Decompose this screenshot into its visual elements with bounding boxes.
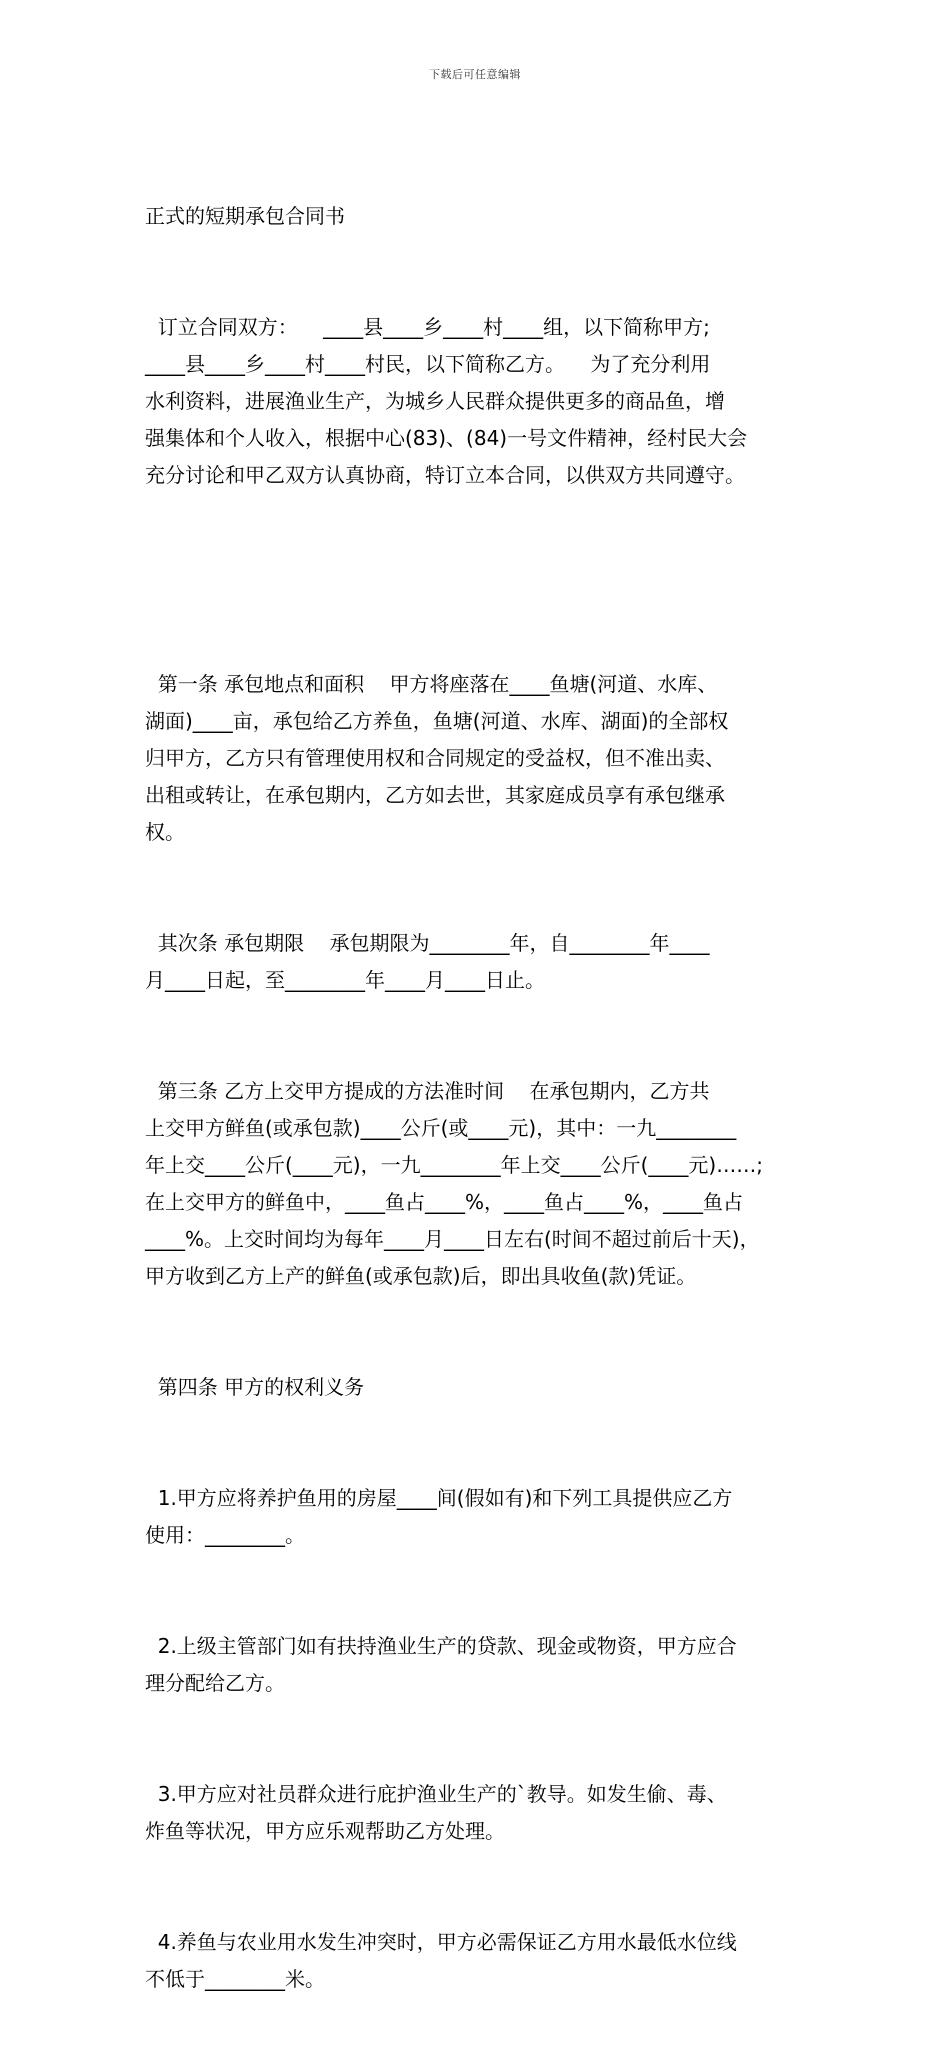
page-header: 下载后可任意编辑 bbox=[429, 68, 521, 81]
paragraph-gap bbox=[145, 568, 810, 592]
paragraph-article-4-item-1: 1.甲方应将养护鱼用的房屋____间(假如有)和下列工具提供应乙方 使用：________。 bbox=[145, 1486, 733, 1547]
paragraph-article-1: 第一条 承包地点和面积 甲方将座落在____鱼塘(河道、水库、 湖面)____亩，承包给乙方养鱼，鱼塘(河道、水库、湖面)的全部权 归甲方，乙方只有管理使用权和合同规定的受益权，但不准出卖、 出租或转让，在承包期内，乙方如去世，其家庭成员享有承包继承 权。 bbox=[145, 672, 729, 844]
paragraph-article-4-item-3: 3.甲方应对社员群众进行庇护渔业生产的`教导。如发生偷、毒、 炸鱼等状况，甲方应乐观帮助乙方处理。 bbox=[145, 1782, 727, 1843]
paragraph-article-4-item-4: 4.养鱼与农业用水发生冲突时，甲方必需保证乙方用水最低水位线 不低于________米。 bbox=[145, 1930, 737, 1991]
paragraph-article-4-item-2: 2.上级主管部门如有扶持渔业生产的贷款、现金或物资，甲方应合 理分配给乙方。 bbox=[145, 1634, 737, 1695]
paragraph-article-3: 第三条 乙方上交甲方提成的方法准时间 在承包期内，乙方共 上交甲方鲜鱼(或承包款)____公斤(或____元)，其中：一九________ 年上交____公斤(____元)，一九________年上交____公斤(____元)……; 在上交甲方的鲜鱼中，____鱼占____%，____鱼占____%，____鱼占 ____%。上交时间均为每年____月____日左右(时间不超过前后十天)， 甲方收到乙方上产的鲜鱼(或承包款)后，即出具收鱼(款)凭证。 bbox=[145, 1079, 763, 1288]
document-title: 正式的短期承包合同书 bbox=[145, 204, 345, 228]
paragraph-article-2: 其次条 承包期限 承包期限为________年，自________年____ 月____日起，至________年____月____日止。 bbox=[145, 931, 710, 992]
paragraph-article-4-heading: 第四条 甲方的权利义务 bbox=[145, 1375, 365, 1399]
paragraph-parties: 订立合同双方： ____县____乡____村____组，以下简称甲方; ____县____乡____村____村民，以下简称乙方。 为了充分利用 水利资料，进展渔业生产，为城乡人民群众提供更多的商品鱼，增 强集体和个人收入，根据中心(83)、(84)一号文件精神，经村民大会 充分讨论和甲乙双方认真协商，特订立本合同，以供双方共同遵守。 bbox=[145, 315, 748, 487]
document-body bbox=[145, 124, 810, 2072]
